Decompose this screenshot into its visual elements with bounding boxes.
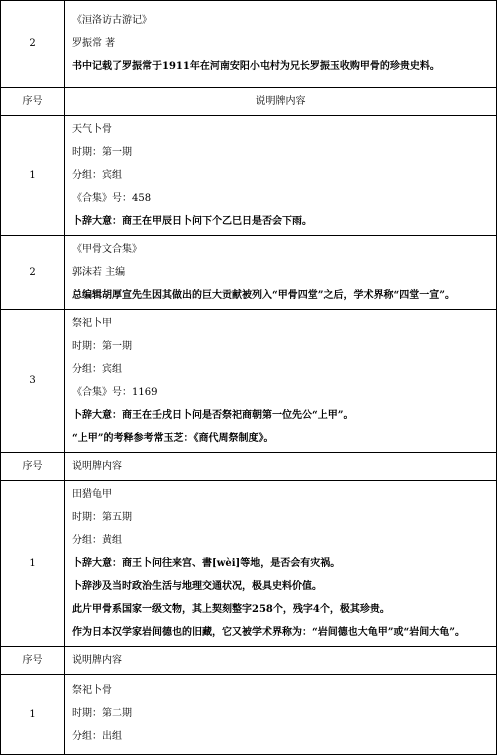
table-header-row — [1, 453, 497, 481]
row-number: 3 — [1, 310, 65, 453]
group-line: 分组：黄组 — [72, 534, 122, 546]
description-line: 书中记载了罗振常于1911年在河南安阳小屯村为兄长罗振玉收购甲骨的珍贵史料。 — [72, 60, 440, 72]
table-row — [1, 310, 497, 453]
item-title: 祭祀卜骨 — [72, 684, 112, 696]
book-title: 《洹洛访古游记》 — [72, 14, 152, 26]
item-title: 田猎龟甲 — [72, 488, 112, 500]
label-content — [65, 236, 497, 310]
significance-note: 卜辞涉及当时政治生活与地理交通状况，极具史料价值。 — [72, 580, 322, 592]
table-row — [1, 1, 497, 88]
label-content — [65, 481, 497, 647]
header-content: 说明牌内容 — [65, 647, 497, 675]
row-number: 2 — [1, 236, 65, 310]
period-line: 时期：第五期 — [72, 511, 132, 523]
label-content — [65, 310, 497, 453]
description-line: 总编辑胡厚宣先生因其做出的巨大贡献被列入“甲骨四堂”之后，学术界称“四堂一宣”。 — [72, 289, 456, 301]
table-header-row — [1, 647, 497, 675]
header-number: 序号 — [1, 88, 65, 116]
item-title: 祭祀卜甲 — [72, 317, 112, 329]
group-line: 分组：宾组 — [72, 169, 122, 181]
author-line: 郭沫若 主编 — [72, 266, 126, 278]
header-number: 序号 — [1, 647, 65, 675]
label-content — [65, 675, 497, 755]
group-line: 分组：出组 — [72, 730, 122, 742]
row-number: 1 — [1, 675, 65, 755]
row-number: 2 — [1, 1, 65, 88]
reference-note: “上甲”的考释参考常玉芝：《商代周祭制度》。 — [72, 432, 274, 444]
item-title: 天气卜骨 — [72, 123, 112, 135]
inscription-summary: 卜辞大意：商王卜问往来宫、書[wèi]等地，是否会有灾祸。 — [72, 557, 341, 569]
collection-number-line: 《合集》号：1169 — [72, 386, 158, 398]
group-line: 分组：宾组 — [72, 363, 122, 375]
inscription-summary: 卜辞大意：商王在壬戌日卜问是否祭祀商朝第一位先公“上甲”。 — [72, 409, 354, 421]
row-number: 1 — [1, 481, 65, 647]
table-row — [1, 116, 497, 236]
table-header-row — [1, 88, 497, 116]
collection-number-line: 《合集》号：458 — [72, 192, 152, 204]
table-row — [1, 236, 497, 310]
provenance-note: 作为日本汉学家岩间德也的旧藏，它又被学术界称为：“岩间德也大龟甲”或“岩间大龟”。 — [72, 626, 466, 638]
row-number: 1 — [1, 116, 65, 236]
period-line: 时期：第一期 — [72, 146, 132, 158]
inscription-summary: 卜辞大意：商王在甲辰日卜问下个乙巳日是否会下雨。 — [72, 215, 312, 227]
table-row — [1, 675, 497, 755]
label-content — [65, 116, 497, 236]
table-row — [1, 481, 497, 647]
label-content — [65, 1, 497, 88]
header-number: 序号 — [1, 453, 65, 481]
period-line: 时期：第二期 — [72, 707, 132, 719]
relic-grade-note: 此片甲骨系国家一级文物，其上契刻整字258个，残字4个，极其珍贵。 — [72, 603, 390, 615]
period-line: 时期：第一期 — [72, 340, 132, 352]
book-title: 《甲骨文合集》 — [72, 243, 142, 255]
author-line: 罗振常 著 — [72, 37, 116, 49]
header-content: 说明牌内容 — [65, 88, 497, 116]
header-content: 说明牌内容 — [65, 453, 497, 481]
